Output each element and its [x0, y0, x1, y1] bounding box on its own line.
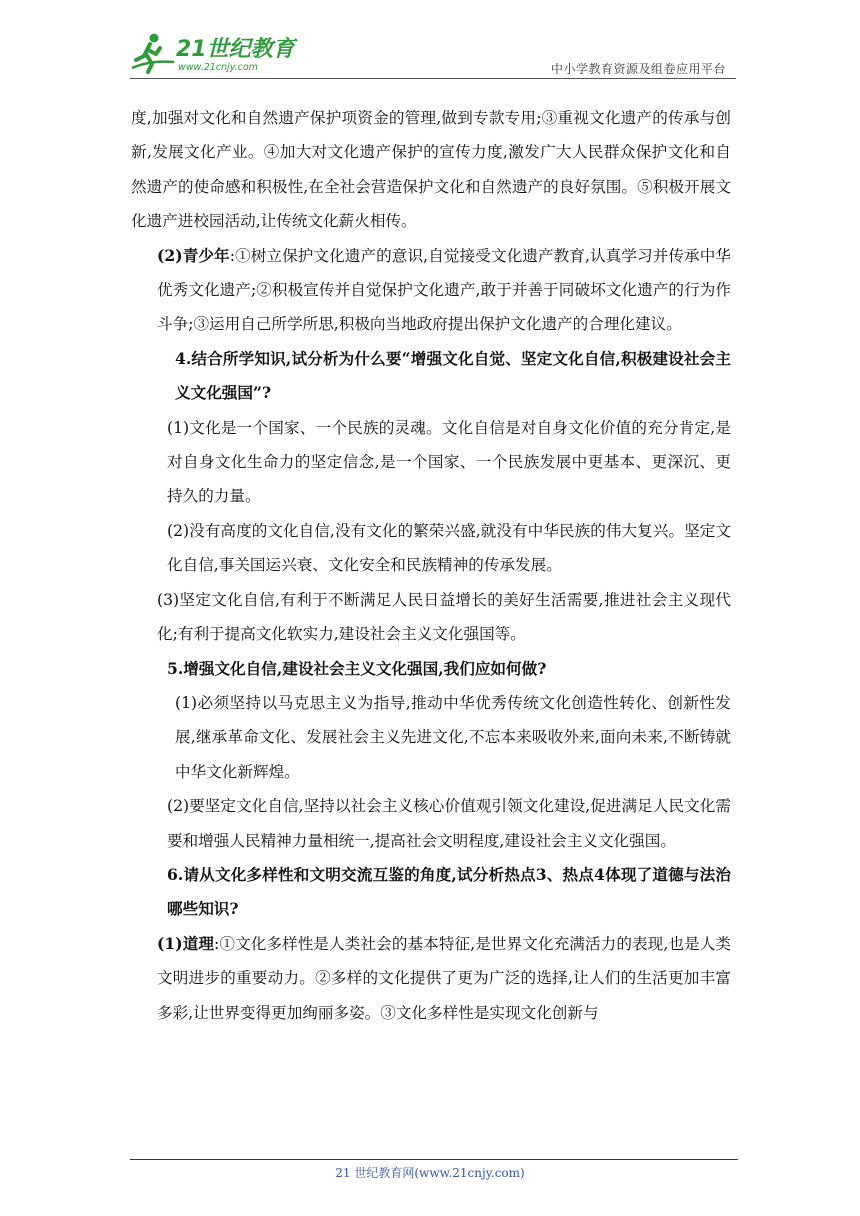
item-label: (2)青少年	[157, 245, 230, 265]
paragraph: (1)必须坚持以马克思主义为指导,推动中华优秀传统文化创造性转化、创新性发展,继承革命文化、发展社会主义先进文化,不忘本来吸收外来,面向未来,不断铸就中华文化新辉煌。	[175, 693, 731, 781]
paragraph: (3)坚定文化自信,有利于不断满足人民日益增长的美好生活需要,推进社会主义现代化;有利于提高文化软实力,建设社会主义文化强国等。	[157, 590, 731, 644]
item-label: (1)道理	[157, 933, 215, 953]
page-header	[130, 30, 736, 80]
running-man-icon	[132, 34, 174, 73]
item-text: :①树立保护文化遗产的意识,自觉接受文化遗产教育,认真学习并传承中华优秀文化遗产;②积极宣传并自觉保护文化遗产,敢于并善于同破坏文化遗产的行为作斗争;③运用自己所学所思,积极向当地政府提出保护文化遗产的合理化建议。	[157, 246, 731, 334]
document-body	[131, 101, 731, 1030]
paragraph: 度,加强对文化和自然遗产保护项资金的管理,做到专款专用;③重视文化遗产的传承与创新,发展文化产业。④加大对文化遗产保护的宣传力度,激发广大人民群众保护文化和自然遗产的使命感和积极性,在全社会营造保护文化和自然遗产的良好氛围。⑤积极开展文化遗产进校园活动,让传统文化薪火相传。	[131, 109, 731, 231]
svg-text:www.21cnjy.com: www.21cnjy.com	[178, 62, 258, 73]
site-logo	[130, 30, 300, 74]
header-tagline: 中小学教育资源及组卷应用平台	[550, 62, 726, 76]
item-text: :①文化多样性是人类社会的基本特征,是世界文化充满活力的表现,也是人类文明进步的重要动力。②多样的文化提供了更为广泛的选择,让人们的生活更加丰富多彩,让世界变得更加绚丽多姿。③文化多样性是实现文化创新与	[157, 934, 732, 1022]
header-divider	[130, 78, 736, 79]
paragraph: (1)文化是一个国家、一个民族的灵魂。文化自信是对自身文化价值的充分肯定,是对自身文化生命力的坚定信念,是一个国家、一个民族发展中更基本、更深沉、更持久的力量。	[167, 418, 731, 506]
paragraph: (2)没有高度的文化自信,没有文化的繁荣兴盛,就没有中华民族的伟大复兴。坚定文化自信,事关国运兴衰、文化安全和民族精神的传承发展。	[167, 521, 731, 575]
question-heading: 4.结合所学知识,试分析为什么要“增强文化自觉、坚定文化自信,积极建设社会主义文化强国”?	[175, 348, 731, 403]
footer-divider	[130, 1159, 738, 1160]
paragraph: (2)要坚定文化自信,坚持以社会主义核心价值观引领文化建设,促进满足人民文化需要和增强人民精神力量相统一,提高社会文明程度,建设社会主义文化强国。	[167, 797, 731, 850]
paragraph	[131, 239, 731, 342]
paragraph	[131, 927, 731, 1030]
page-footer: 21 世纪教育网(www.21cnjy.com)	[335, 1166, 525, 1180]
question-heading: 5.增强文化自信,建设社会主义文化强国,我们应如何做?	[167, 658, 547, 678]
svg-text:21世纪教育: 21世纪教育	[176, 37, 295, 62]
question-heading: 6.请从文化多样性和文明交流互鉴的角度,试分析热点3、热点4体现了道德与法治哪些知识?	[167, 864, 731, 919]
